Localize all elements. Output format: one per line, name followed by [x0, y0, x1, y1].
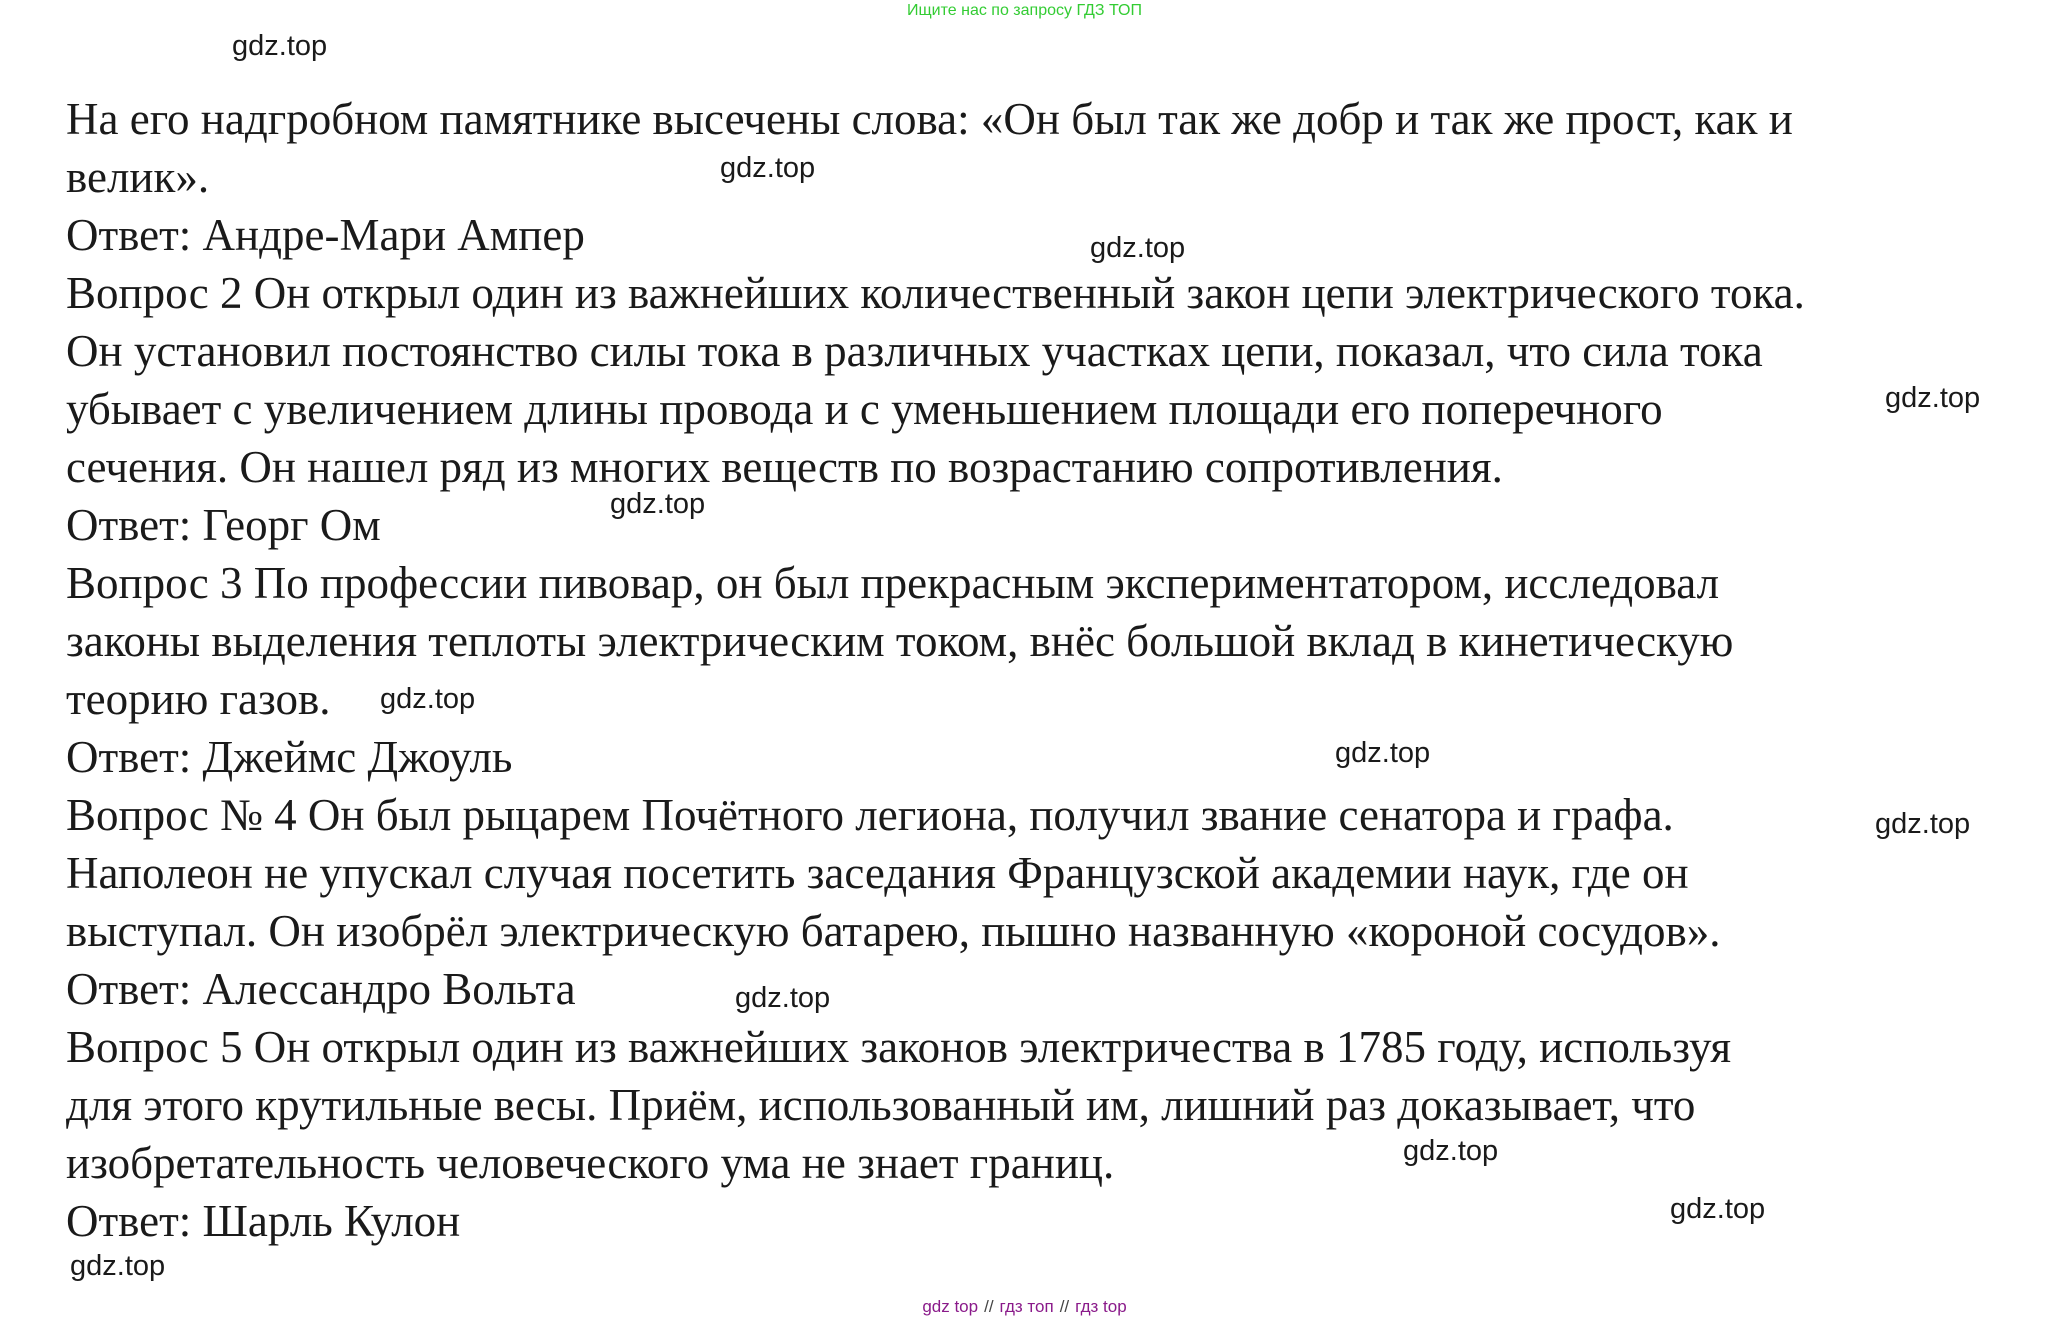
- watermark: gdz.top: [610, 488, 706, 520]
- separator: //: [1059, 1297, 1070, 1316]
- bottom-link-gdz-top[interactable]: gdz top: [922, 1297, 979, 1316]
- watermark: gdz.top: [1090, 232, 1186, 264]
- text-line: законы выделения теплоты электрическим током, внёс большой вклад в кинетическую: [66, 616, 1734, 666]
- bottom-banner: [0, 1297, 2049, 1317]
- text-line: сечения. Он нашел ряд из многих веществ по возрастанию сопротивления.: [66, 442, 1503, 492]
- text-line: Он установил постоянство силы тока в различных участках цепи, показал, что сила тока: [66, 326, 1763, 376]
- answer-line: Ответ: Андре-Мари Ампер: [66, 210, 585, 260]
- bottom-link-gdz-top-ru[interactable]: гдз топ: [999, 1297, 1054, 1316]
- answer-line: Ответ: Джеймс Джоуль: [66, 732, 513, 782]
- watermark: gdz.top: [1670, 1193, 1766, 1225]
- text-line: для этого крутильные весы. Приём, использованный им, лишний раз доказывает, что: [66, 1080, 1696, 1130]
- answer-line: Ответ: Георг Ом: [66, 500, 381, 550]
- text-line: выступал. Он изобрёл электрическую батарею, пышно названную «короной сосудов».: [66, 906, 1721, 956]
- question-line: Вопрос 2 Он открыл один из важнейших количественный закон цепи электрического тока.: [66, 268, 1805, 318]
- watermark: gdz.top: [380, 683, 476, 715]
- question-line: Вопрос № 4 Он был рыцарем Почётного легиона, получил звание сенатора и графа.: [66, 790, 1674, 840]
- text-line: изобретательность человеческого ума не знает границ.: [66, 1138, 1115, 1188]
- watermark: gdz.top: [1403, 1135, 1499, 1167]
- top-banner[interactable]: Ищите нас по запросу ГДЗ ТОП: [907, 2, 1142, 19]
- watermark: gdz.top: [70, 1250, 166, 1282]
- text-line: велик».: [66, 152, 210, 202]
- text-line: На его надгробном памятнике высечены слова: «Он был так же добр и так же прост, как и: [66, 94, 1793, 144]
- watermark: gdz.top: [1875, 808, 1971, 840]
- watermark: gdz.top: [720, 152, 816, 184]
- question-line: Вопрос 5 Он открыл один из важнейших законов электричества в 1785 году, используя: [66, 1022, 1732, 1072]
- bottom-link-gdz-top-mixed[interactable]: гдз top: [1075, 1297, 1127, 1316]
- watermark: gdz.top: [1885, 382, 1981, 414]
- watermark: gdz.top: [1335, 737, 1431, 769]
- watermark: gdz.top: [232, 30, 328, 62]
- text-line: теорию газов.: [66, 674, 331, 724]
- answer-line: Ответ: Шарль Кулон: [66, 1196, 461, 1246]
- document-body: [66, 90, 2026, 1250]
- text-line: убывает с увеличением длины провода и с уменьшением площади его поперечного: [66, 384, 1663, 434]
- text-line: Наполеон не упускал случая посетить заседания Французской академии наук, где он: [66, 848, 1689, 898]
- question-line: Вопрос 3 По профессии пивовар, он был прекрасным экспериментатором, исследовал: [66, 558, 1720, 608]
- answer-line: Ответ: Алессандро Вольта: [66, 964, 576, 1014]
- watermark: gdz.top: [735, 982, 831, 1014]
- separator: //: [984, 1297, 994, 1316]
